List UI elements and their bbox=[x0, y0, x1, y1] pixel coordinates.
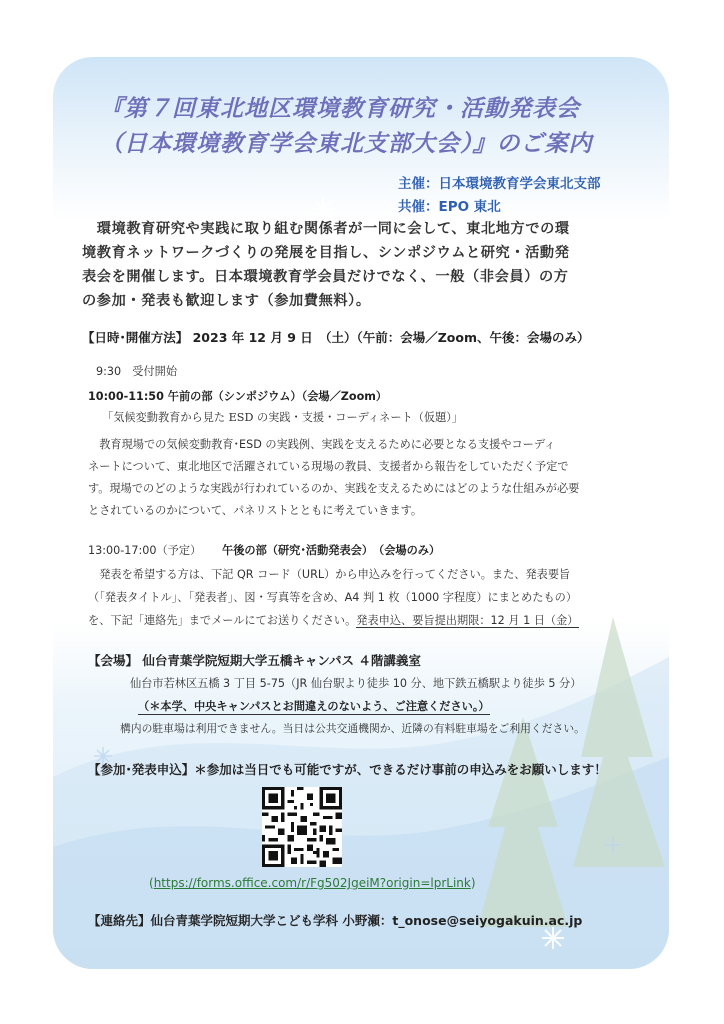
intro-line: の参加・発表も歓迎します（参加費無料）。 bbox=[82, 293, 371, 309]
datetime-heading: 【日時･開催方法】 2023 年 12 月 9 日 （土）（午前：会場／Zoom、午後：会場のみ） bbox=[82, 330, 590, 345]
contact-info: 【連絡先】仙台青葉学院短期大学こども学科 小野瀬：t_onose@seiyogakuin.ac.jp bbox=[88, 913, 583, 928]
afternoon-title: 午後の部（研究･活動発表会） （会場のみ） bbox=[222, 544, 441, 557]
host-organizer: 主催：日本環境教育学会東北支部 bbox=[398, 176, 601, 192]
intro-line: 環境教育研究や実践に取り組む関係者が一同に会して、東北地方での環 bbox=[82, 221, 570, 237]
afternoon-body: を、下記「連絡先」までメールにてお送りください。発表申込、要旨提出期限：12 月 1 日（金） bbox=[88, 614, 579, 627]
intro-line: 境教育ネットワークづくりの発展を目指し、シンポジウムと研究・活動発 bbox=[82, 245, 570, 261]
venue-heading: 【会場】 仙台青葉学院短期大学五橋キャンパス ４階講義室 bbox=[88, 653, 421, 668]
afternoon-body: （「発表タイトル」、「発表者」、図・写真等を含め、A4 判 1 枚（1000 字程度）にまとめたもの） bbox=[88, 591, 578, 604]
qr-code-icon[interactable] bbox=[262, 787, 342, 867]
venue-address: 仙台市若林区五橋 3 丁目 5-75（JR 仙台駅より徒歩 10 分、地下鉄五橋駅より徒歩 5 分） bbox=[130, 677, 582, 690]
afternoon-body: 発表を希望する方は、下記 QR コード（URL）から申込みを行ってください。また、発表要旨 bbox=[88, 568, 571, 581]
cohost-organizer: 共催：EPO 東北 bbox=[398, 199, 501, 215]
morning-heading: 10:00-11:50 午前の部（シンポジウム）（会場／Zoom） bbox=[88, 390, 388, 403]
title-line-1: 『第７回東北地区環境教育研究・活動発表会 bbox=[100, 95, 580, 122]
deadline-text: 発表申込、要旨提出期限：12 月 1 日（金） bbox=[356, 614, 579, 627]
parking-note: 構内の駐車場は利用できません。当日は公共交通機関か、近隣の有料駐車場をご利用ください。 bbox=[120, 722, 585, 735]
afternoon-time: 13:00-17:00（予定） bbox=[88, 544, 202, 557]
morning-body: 教育現場での気候変動教育･ESD の実践例、実践を支えるために必要となる支援やコーディ ネートについて、東北地区で活躍されている現場の教員、支援者から報告をしていただく予定で す。現場でのどのような実践が行われているのか、実践を支えるためにはどのような仕組みが必要 とされているのかについて、パネリストとともに考えていきます。 bbox=[88, 438, 580, 517]
apply-heading: 【参加･発表申込】＊参加は当日でも可能ですが、できるだけ事前の申込みをお願いします！ bbox=[88, 762, 607, 777]
reception-time: 9:30 受付開始 bbox=[96, 365, 178, 378]
intro-line: 表会を開催します。日本環境教育学会員だけでなく、一般（非会員）の方 bbox=[82, 269, 569, 285]
morning-subtitle: 「気候変動教育から見た ESD の実践・支援・コーディネート（仮題）」 bbox=[102, 411, 464, 424]
title-line-2: （日本環境教育学会東北支部大会）』のご案内 bbox=[100, 130, 593, 157]
venue-warning: （＊本学、中央キャンパスとお間違えのないよう、ご注意ください。） bbox=[138, 700, 490, 713]
form-link[interactable]: (https://forms.office.com/r/Fg502JgeiM?origin=lprLink) bbox=[149, 876, 476, 890]
